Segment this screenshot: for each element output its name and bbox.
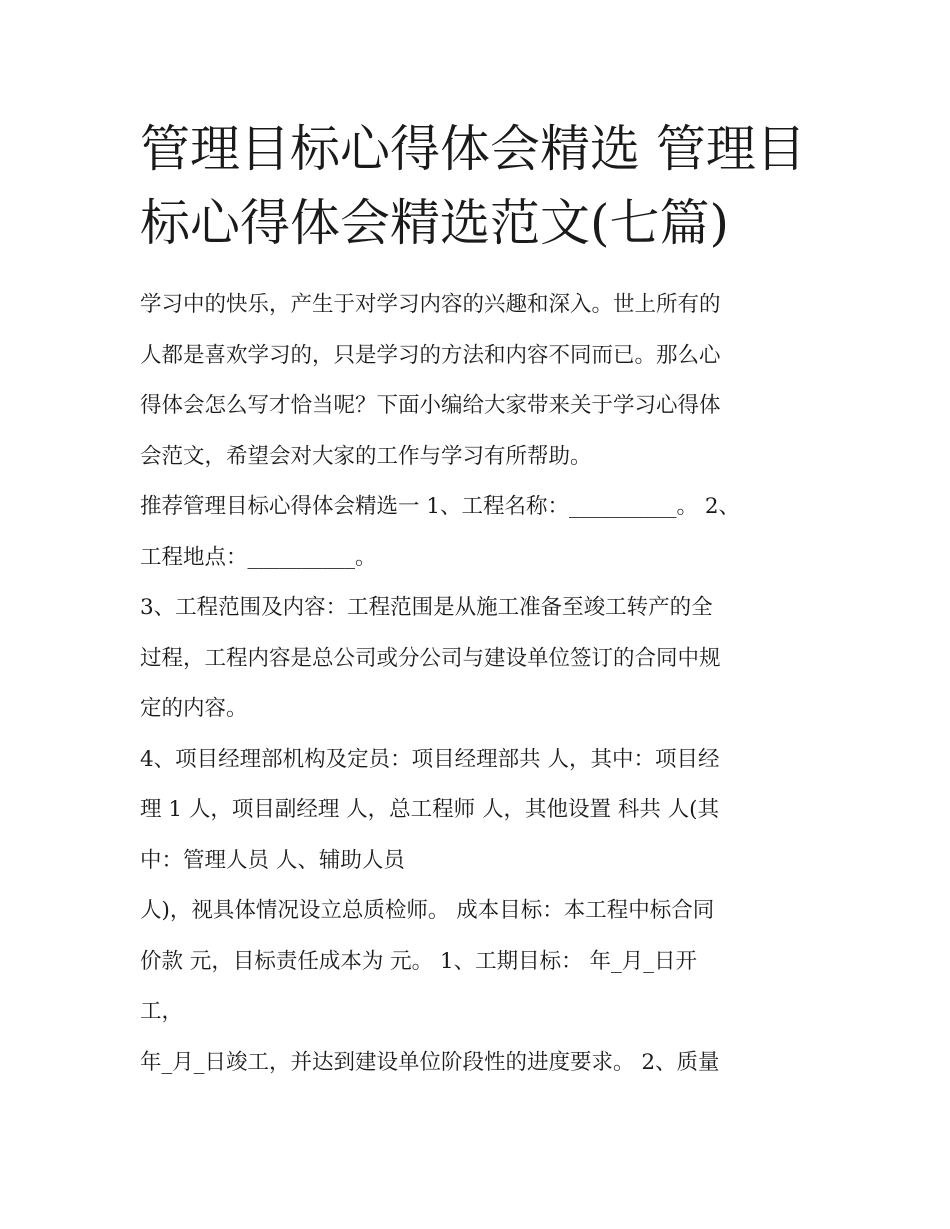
text-line: 4、项目经理部机构及定员：项目经理部共 人，其中：项目经 bbox=[140, 746, 720, 772]
title-line: 标心得体会精选范文(七篇) bbox=[140, 194, 730, 252]
text-line: 推荐管理目标心得体会精选一 1、工程名称：__________。 2、 bbox=[140, 494, 741, 519]
page-title bbox=[140, 112, 820, 260]
text-line: 价款 元，目标责任成本为 元。 1、工期目标： 年_月_日开 bbox=[140, 948, 698, 974]
staffing-paragraph bbox=[140, 735, 820, 887]
text-line: 工， bbox=[140, 999, 184, 1024]
text-line: 年_月_日竣工，并达到建设单位阶段性的进度要求。 2、质量 bbox=[140, 1049, 720, 1075]
project-scope-paragraph bbox=[140, 583, 820, 735]
text-line: 工程地点：__________。 bbox=[140, 544, 377, 570]
text-line: 过程，工程内容是总公司或分公司与建设单位签订的合同中规 bbox=[140, 645, 721, 671]
text-line: 人都是喜欢学习的，只是学习的方法和内容不同而已。那么心 bbox=[140, 342, 721, 368]
text-line: 定的内容。 bbox=[140, 696, 248, 721]
document-body bbox=[140, 280, 820, 1088]
text-line: 理 1 人，项目副经理 人，总工程师 人，其他设置 科共 人(其 bbox=[140, 797, 720, 822]
text-line: 学习中的快乐，产生于对学习内容的兴趣和深入。世上所有的 bbox=[140, 292, 721, 317]
cost-target-paragraph bbox=[140, 886, 820, 1038]
text-line: 得体会怎么写才恰当呢？下面小编给大家带来关于学习心得体 bbox=[140, 393, 721, 418]
text-line: 中：管理人员 人、辅助人员 bbox=[140, 847, 405, 873]
title-line: 管理目标心得体会精选 管理目 bbox=[140, 120, 806, 178]
text-line: 人)，视具体情况设立总质检师。 成本目标：本工程中标合同 bbox=[140, 898, 715, 923]
text-line: 会范文，希望会对大家的工作与学习有所帮助。 bbox=[140, 443, 592, 469]
schedule-paragraph bbox=[140, 1038, 820, 1089]
text-line: 3、工程范围及内容：工程范围是从施工准备至竣工转产的全 bbox=[140, 595, 713, 620]
project-info-paragraph bbox=[140, 482, 820, 583]
intro-paragraph bbox=[140, 280, 820, 482]
